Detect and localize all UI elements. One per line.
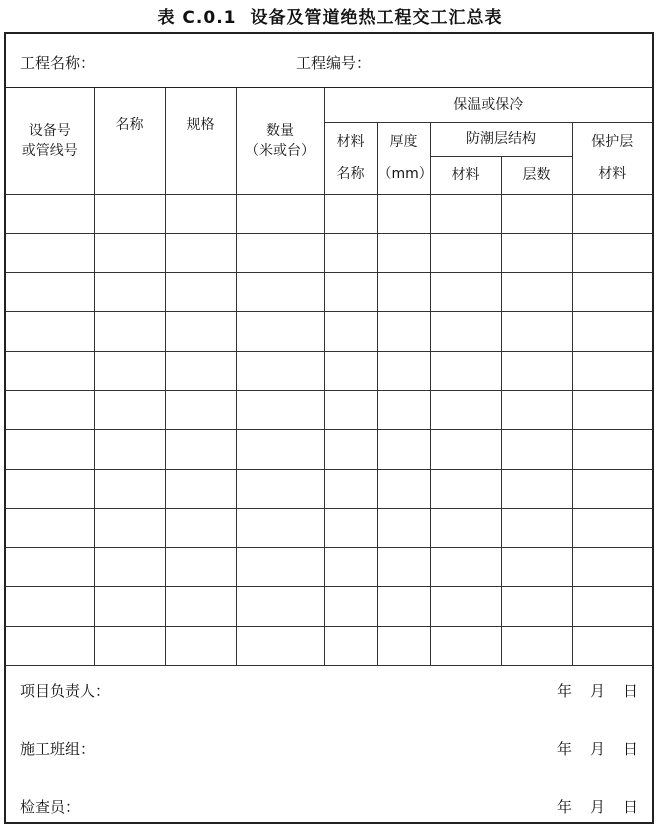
- table-cell[interactable]: [324, 390, 377, 429]
- table-row: [6, 194, 652, 233]
- table-cell[interactable]: [572, 273, 652, 312]
- table-cell[interactable]: [377, 351, 430, 390]
- table-cell[interactable]: [94, 233, 165, 272]
- table-cell[interactable]: [501, 273, 572, 312]
- header-protective-material: 保护层 材料: [572, 122, 652, 194]
- signature-row-inspector: [6, 796, 652, 816]
- table-cell[interactable]: [94, 390, 165, 429]
- table-cell[interactable]: [165, 587, 236, 626]
- table-cell[interactable]: [572, 548, 652, 587]
- table-cell[interactable]: [430, 233, 501, 272]
- table-cell[interactable]: [430, 351, 501, 390]
- table-cell[interactable]: [501, 312, 572, 351]
- table-cell[interactable]: [324, 233, 377, 272]
- header-moisture-structure: 防潮层结构: [430, 122, 572, 156]
- table-cell[interactable]: [377, 273, 430, 312]
- inspector-label: 检查员：: [20, 798, 81, 816]
- header-material-name: 材料 名称: [324, 122, 377, 194]
- table-cell[interactable]: [572, 508, 652, 547]
- table-row: [6, 430, 652, 469]
- table-cell[interactable]: [572, 390, 652, 429]
- table-cell[interactable]: [165, 312, 236, 351]
- table-cell[interactable]: [572, 430, 652, 469]
- header-quantity: 数量 （米或台）: [236, 88, 324, 194]
- table-cell[interactable]: [501, 194, 572, 233]
- table-cell[interactable]: [430, 548, 501, 587]
- table-cell[interactable]: [94, 351, 165, 390]
- table-cell[interactable]: [236, 390, 324, 429]
- table-cell[interactable]: [6, 312, 94, 351]
- table-code: 表 C.0.1: [157, 8, 237, 28]
- table-cell[interactable]: [501, 430, 572, 469]
- table-cell[interactable]: [236, 469, 324, 508]
- table-row: [6, 390, 652, 429]
- table-cell[interactable]: [165, 390, 236, 429]
- table-cell[interactable]: [324, 626, 377, 665]
- table-cell[interactable]: [377, 233, 430, 272]
- date-ymd: 年 月 日: [556, 798, 638, 816]
- table-cell[interactable]: [6, 587, 94, 626]
- table-cell[interactable]: [430, 312, 501, 351]
- table-cell[interactable]: [236, 548, 324, 587]
- table-cell[interactable]: [6, 508, 94, 547]
- table-cell[interactable]: [236, 273, 324, 312]
- table-cell[interactable]: [572, 312, 652, 351]
- table-cell[interactable]: [236, 626, 324, 665]
- table-cell[interactable]: [324, 351, 377, 390]
- table-cell[interactable]: [501, 390, 572, 429]
- table-cell[interactable]: [6, 390, 94, 429]
- table-cell[interactable]: [377, 508, 430, 547]
- table-cell[interactable]: [377, 626, 430, 665]
- table-cell[interactable]: [324, 430, 377, 469]
- table-cell[interactable]: [94, 430, 165, 469]
- table-cell[interactable]: [94, 273, 165, 312]
- table-cell[interactable]: [94, 194, 165, 233]
- table-title: 设备及管道绝热工程交工汇总表: [250, 8, 503, 28]
- table-cell[interactable]: [377, 469, 430, 508]
- table-cell[interactable]: [572, 626, 652, 665]
- table-row: [6, 548, 652, 587]
- table-cell[interactable]: [324, 312, 377, 351]
- table-cell[interactable]: [430, 469, 501, 508]
- table-cell[interactable]: [572, 469, 652, 508]
- table-cell[interactable]: [6, 273, 94, 312]
- table-cell[interactable]: [165, 273, 236, 312]
- table-row: [6, 351, 652, 390]
- table-cell[interactable]: [572, 587, 652, 626]
- table-cell[interactable]: [501, 469, 572, 508]
- table-cell[interactable]: [6, 469, 94, 508]
- table-cell[interactable]: [236, 194, 324, 233]
- table-cell[interactable]: [6, 626, 94, 665]
- table-cell[interactable]: [501, 508, 572, 547]
- table-cell[interactable]: [501, 351, 572, 390]
- signature-row-team: [6, 738, 652, 758]
- table-cell[interactable]: [430, 194, 501, 233]
- table-cell[interactable]: [236, 430, 324, 469]
- header-moisture-material: 材料: [430, 156, 501, 194]
- table-cell[interactable]: [430, 390, 501, 429]
- project-number-label: 工程编号：: [296, 54, 372, 72]
- table-row: [6, 587, 652, 626]
- table-cell[interactable]: [324, 587, 377, 626]
- table-row: [6, 273, 652, 312]
- table-cell[interactable]: [94, 548, 165, 587]
- summary-table: [6, 88, 652, 666]
- table-row: [6, 626, 652, 665]
- table-cell[interactable]: [501, 587, 572, 626]
- header-equipment-no: 设备号 或管线号: [6, 88, 94, 194]
- table-cell[interactable]: [94, 312, 165, 351]
- table-cell[interactable]: [572, 194, 652, 233]
- table-cell[interactable]: [430, 587, 501, 626]
- table-cell[interactable]: [6, 351, 94, 390]
- project-info-row: [6, 34, 652, 88]
- table-cell[interactable]: [165, 233, 236, 272]
- table-cell[interactable]: [377, 390, 430, 429]
- table-cell[interactable]: [236, 508, 324, 547]
- team-label: 施工班组：: [20, 740, 96, 758]
- table-cell[interactable]: [6, 430, 94, 469]
- table-cell[interactable]: [94, 626, 165, 665]
- table-cell[interactable]: [501, 233, 572, 272]
- responsible-label: 项目负责人：: [20, 682, 111, 700]
- table-cell[interactable]: [324, 548, 377, 587]
- table-cell[interactable]: [94, 587, 165, 626]
- table-cell[interactable]: [236, 351, 324, 390]
- table-cell[interactable]: [430, 273, 501, 312]
- document-title: [0, 3, 660, 28]
- table-cell[interactable]: [94, 469, 165, 508]
- table-cell[interactable]: [430, 430, 501, 469]
- table-cell[interactable]: [236, 587, 324, 626]
- table-cell[interactable]: [236, 312, 324, 351]
- table-cell[interactable]: [572, 233, 652, 272]
- table-cell[interactable]: [6, 233, 94, 272]
- form-sheet: [4, 32, 654, 824]
- table-cell[interactable]: [94, 508, 165, 547]
- signature-row-responsible: [6, 680, 652, 700]
- table-body: [6, 194, 652, 666]
- table-cell[interactable]: [377, 587, 430, 626]
- table-row: [6, 508, 652, 547]
- table-cell[interactable]: [236, 233, 324, 272]
- header-name: 名称: [94, 88, 165, 194]
- table-cell[interactable]: [377, 430, 430, 469]
- table-row: [6, 233, 652, 272]
- table-cell[interactable]: [430, 508, 501, 547]
- table-cell[interactable]: [501, 548, 572, 587]
- table-cell[interactable]: [377, 548, 430, 587]
- table-cell[interactable]: [6, 194, 94, 233]
- header-thickness: 厚度 （mm）: [377, 122, 430, 194]
- date-ymd: 年 月 日: [556, 740, 638, 758]
- table-cell[interactable]: [6, 548, 94, 587]
- header-insulation: 保温或保冷: [324, 88, 652, 122]
- table-cell[interactable]: [430, 626, 501, 665]
- table-cell[interactable]: [165, 194, 236, 233]
- table-cell[interactable]: [165, 351, 236, 390]
- date-ymd: 年 月 日: [556, 682, 638, 700]
- table-row: [6, 312, 652, 351]
- table-cell[interactable]: [501, 626, 572, 665]
- header-moisture-layers: 层数: [501, 156, 572, 194]
- header-spec: 规格: [165, 88, 236, 194]
- table-cell[interactable]: [165, 508, 236, 547]
- table-cell[interactable]: [165, 626, 236, 665]
- table-cell[interactable]: [165, 430, 236, 469]
- table-cell[interactable]: [324, 273, 377, 312]
- table-row: [6, 469, 652, 508]
- table-cell[interactable]: [324, 469, 377, 508]
- table-cell[interactable]: [377, 312, 430, 351]
- table-cell[interactable]: [377, 194, 430, 233]
- table-cell[interactable]: [324, 508, 377, 547]
- table-cell[interactable]: [324, 194, 377, 233]
- table-cell[interactable]: [572, 351, 652, 390]
- table-cell[interactable]: [165, 469, 236, 508]
- table-cell[interactable]: [165, 548, 236, 587]
- project-name-label: 工程名称：: [20, 54, 96, 72]
